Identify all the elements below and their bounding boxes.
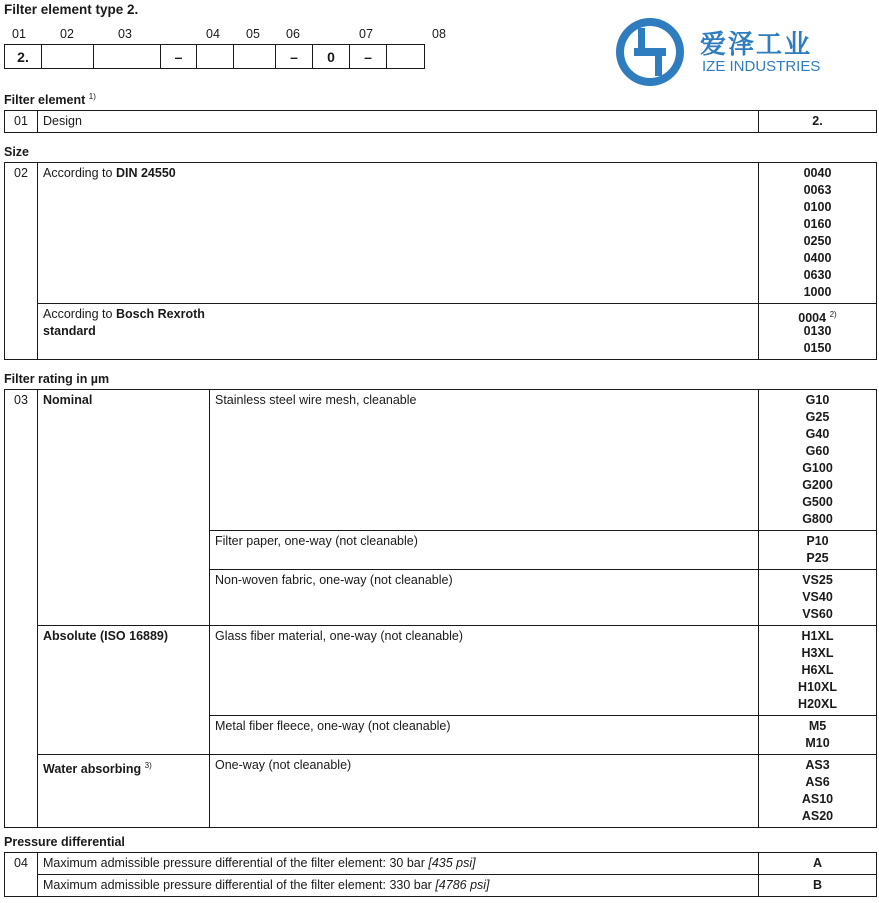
code-value: H6XL (801, 663, 834, 677)
code-value: 0150 (803, 341, 832, 355)
code-pos-03: 03 (118, 27, 132, 41)
code-value: 0250 (803, 234, 832, 248)
row-number: 04 (5, 853, 38, 897)
footnote-mark: 2) (829, 310, 837, 319)
section-title-filter-rating: Filter rating in µm (4, 372, 110, 386)
label-bold: standard (43, 324, 96, 338)
code-box-05 (234, 45, 276, 68)
rating-desc: Glass fiber material, one-way (not cleanable) (210, 626, 759, 716)
rating-codes (759, 755, 877, 828)
code-box-07: – (350, 45, 387, 68)
code-value: 0004 (798, 311, 827, 326)
code-value: G60 (805, 444, 830, 458)
code-value: H10XL (798, 680, 837, 694)
code-value: G10 (805, 393, 830, 407)
code-value: M10 (805, 736, 830, 750)
code-value: P25 (806, 551, 829, 565)
code-value: 0040 (803, 166, 832, 180)
code-box-04 (197, 45, 234, 68)
table-row (5, 390, 877, 531)
row-number: 01 (5, 111, 38, 133)
code-value: AS10 (801, 792, 834, 806)
section-title-pressure: Pressure differential (4, 835, 125, 849)
code-value: 1000 (803, 285, 832, 299)
rating-desc: Stainless steel wire mesh, cleanable (210, 390, 759, 531)
size-rexroth-label (38, 304, 759, 360)
code-pos-08: 08 (432, 27, 446, 41)
size-table (4, 162, 877, 360)
size-din-label (38, 163, 759, 304)
code-value: P10 (806, 534, 829, 548)
code-value: AS3 (805, 758, 830, 772)
code-value: G200 (802, 478, 833, 492)
code-value: 0160 (803, 217, 832, 231)
code-value: VS25 (802, 573, 833, 587)
code-box-01: 2. (5, 45, 42, 68)
rating-absolute-label: Absolute (ISO 16889) (38, 626, 210, 755)
code-value: H20XL (798, 697, 837, 711)
pressure-psi: [435 psi] (428, 856, 476, 870)
rating-codes (759, 390, 877, 531)
label-bold: Water absorbing (43, 762, 142, 777)
rating-codes (759, 626, 877, 716)
rating-desc: Non-woven fabric, one-way (not cleanable) (210, 570, 759, 626)
pressure-desc (38, 875, 759, 897)
page-title: Filter element type 2. (4, 2, 139, 17)
table-row (5, 875, 877, 897)
rating-nominal-label: Nominal (38, 390, 210, 626)
code-box-03 (94, 45, 161, 68)
table-row (5, 853, 877, 875)
section-title-size: Size (4, 145, 30, 159)
code-value: G40 (805, 427, 830, 441)
footnote-mark: 3) (144, 761, 152, 770)
code-value: AS6 (805, 775, 830, 789)
code-value: G25 (805, 410, 830, 424)
section-title-text: Filter element (4, 93, 86, 108)
table-row (5, 163, 877, 304)
code-pos-01: 01 (12, 27, 26, 41)
code-pos-07: 07 (359, 27, 373, 41)
bosch-armature-icon (612, 12, 692, 92)
code-pos-05: 05 (246, 27, 260, 41)
pressure-code: B (759, 875, 877, 897)
code-box-06: – (276, 45, 313, 68)
label-bold: DIN 24550 (115, 166, 176, 180)
code-value: H3XL (801, 646, 834, 660)
code-value: G800 (802, 512, 833, 526)
table-row (5, 626, 877, 716)
table-row (5, 111, 877, 133)
code-box-dash: 0 (313, 45, 350, 68)
rating-desc: Metal fiber fleece, one-way (not cleanable) (210, 716, 759, 755)
code-pos-02: 02 (60, 27, 74, 41)
code-pos-04: 04 (206, 27, 220, 41)
code-value: 0063 (803, 183, 832, 197)
pressure-code: A (759, 853, 877, 875)
code-position-numbers (0, 27, 470, 41)
filter-element-table (4, 110, 877, 133)
code-value: VS60 (802, 607, 833, 621)
rating-codes (759, 716, 877, 755)
rating-codes (759, 531, 877, 570)
logo-text-chinese: 爱泽工业 (700, 30, 813, 60)
table-row (5, 755, 877, 828)
code-value-with-footnote (764, 306, 871, 326)
row-code: 2. (759, 111, 877, 133)
rating-codes (759, 570, 877, 626)
code-box-08 (387, 45, 424, 68)
logo-text-english: IZE INDUSTRIES (702, 58, 821, 75)
code-value: VS40 (802, 590, 833, 604)
size-rexroth-codes (759, 304, 877, 360)
code-box-dash: – (161, 45, 197, 68)
code-value: G500 (802, 495, 833, 509)
code-box-02 (42, 45, 94, 68)
code-value: M5 (808, 719, 827, 733)
row-label: Design (38, 111, 759, 133)
code-value: 0400 (803, 251, 832, 265)
label-prefix: According to (43, 307, 116, 321)
type-code-boxes (4, 44, 425, 69)
table-row (5, 304, 877, 360)
pressure-table (4, 852, 877, 897)
section-title-filter-element (4, 92, 96, 107)
code-value: G100 (802, 461, 833, 475)
filter-rating-table (4, 389, 877, 828)
code-value: 0100 (803, 200, 832, 214)
pressure-text: Maximum admissible pressure differential of the filter element: 30 bar (43, 856, 429, 870)
pressure-text: Maximum admissible pressure differential of the filter element: 330 bar (43, 878, 436, 892)
row-number: 03 (5, 390, 38, 828)
pressure-psi: [4786 psi] (435, 878, 490, 892)
rating-desc: Filter paper, one-way (not cleanable) (210, 531, 759, 570)
code-pos-06: 06 (286, 27, 300, 41)
code-value: AS20 (801, 809, 834, 823)
rating-water-label (38, 755, 210, 828)
footnote-mark: 1) (88, 92, 96, 101)
code-value: H1XL (801, 629, 834, 643)
row-number: 02 (5, 163, 38, 360)
rating-desc: One-way (not cleanable) (210, 755, 759, 828)
code-value: 0630 (803, 268, 832, 282)
size-din-codes (759, 163, 877, 304)
code-value: 0130 (803, 324, 832, 338)
label-prefix: According to (43, 166, 116, 180)
label-bold: Bosch Rexroth (115, 307, 205, 321)
pressure-desc (38, 853, 759, 875)
